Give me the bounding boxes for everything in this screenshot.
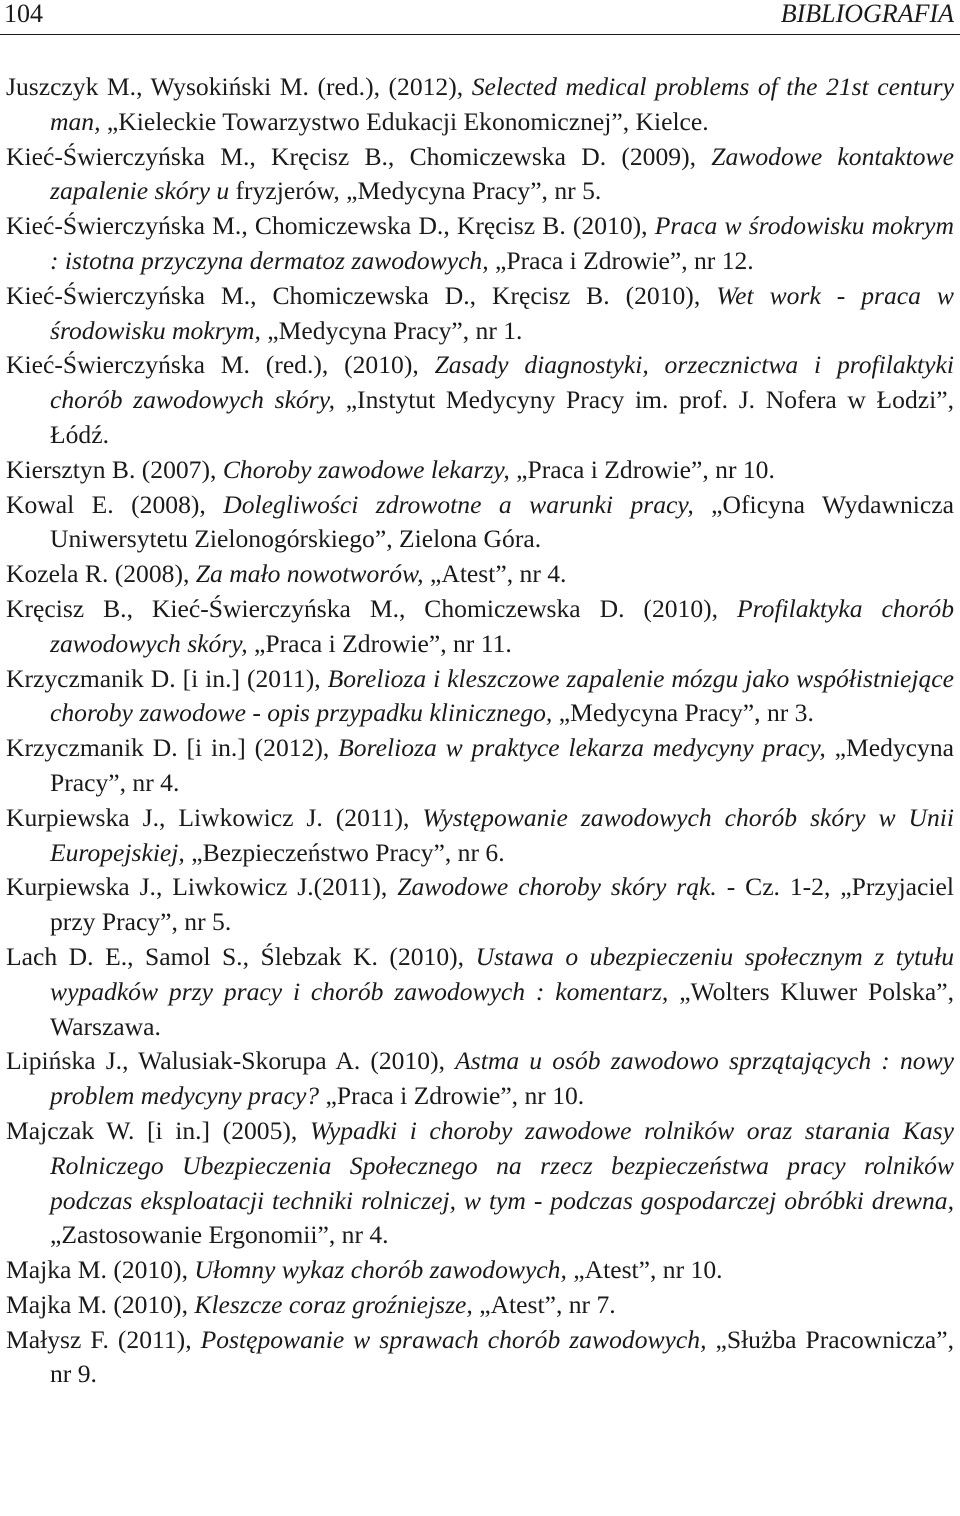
bib-entry-authors: Kieć-Świerczyńska M. (red.), (2010),	[6, 350, 435, 380]
bib-entry-publication: „Atest”, nr 7.	[472, 1289, 616, 1319]
bib-entry	[6, 1114, 954, 1253]
bib-entry-publication: „Medycyna Pracy”, nr 3.	[552, 698, 814, 728]
bib-entry	[6, 557, 954, 592]
bib-entry	[6, 348, 954, 452]
bib-entry-publication: „Praca i Zdrowie”, nr 10.	[319, 1081, 585, 1111]
bib-entry-authors: Kieć-Świerczyńska M., Chomiczewska D., Kręcisz B. (2010),	[6, 211, 655, 241]
bib-entry-authors: Lipińska J., Walusiak-Skorupa A. (2010),	[6, 1046, 456, 1076]
bib-entry-publication: - Cz. 1-2, „Przyjaciel przy Pracy”, nr 5.	[50, 872, 954, 937]
bib-entry	[6, 1044, 954, 1114]
bib-entry-publication: „Zastosowanie Ergonomii”, nr 4.	[50, 1220, 389, 1250]
bib-entry-title: Profilaktyka chorób zawodowych skóry,	[50, 593, 955, 658]
bib-entry	[6, 940, 954, 1044]
bib-entry	[6, 140, 954, 210]
bib-entry	[6, 870, 954, 940]
bib-entry-publication: „Instytut Medycyny Pracy im. prof. J. Nofera w Łodzi”, Łódź.	[50, 385, 954, 449]
bib-entry-title: Za mało nowotworów,	[195, 559, 424, 589]
bib-entry-title: Wet work - praca w środowisku mokrym,	[50, 280, 955, 345]
bib-entry-authors: Kieć-Świerczyńska M., Chomiczewska D., Kręcisz B. (2010),	[6, 280, 717, 310]
bib-entry-publication: „Kieleckie Towarzystwo Edukacji Ekonomicznej”, Kielce.	[100, 106, 709, 136]
bib-entry-authors: Majka M. (2010),	[6, 1289, 195, 1319]
bib-entry	[6, 70, 954, 140]
page-header	[0, 0, 960, 40]
bib-entry-authors: Kozela R. (2008),	[6, 559, 196, 589]
bib-entry-title: Dolegliwości zdrowotne a warunki pracy,	[223, 489, 694, 519]
bib-entry-authors: Majczak W. [i in.] (2005),	[6, 1115, 310, 1145]
bib-entry-title: Postępowanie w sprawach chorób zawodowych,	[200, 1324, 707, 1354]
bib-entry-publication: „Medycyna Pracy”, nr 1.	[260, 315, 523, 345]
bib-entry-authors: Kieć-Świerczyńska M., Kręcisz B., Chomiczewska D. (2009),	[6, 141, 712, 171]
bib-entry-title: Ułomny wykaz chorób zawodowych,	[194, 1255, 567, 1285]
bib-entry-publication: fryzjerów, „Medycyna Pracy”, nr 5.	[229, 176, 602, 206]
bib-entry-publication: „Bezpieczeństwo Pracy”, nr 6.	[184, 837, 505, 867]
bib-entry-title: Kleszcze coraz groźniejsze,	[194, 1289, 473, 1319]
bibliography-list	[6, 70, 954, 1392]
bib-entry-title: Selected medical problems of the 21st century man,	[50, 72, 954, 136]
bib-entry-publication: „Wolters Kluwer Polska”, Warszawa.	[50, 976, 954, 1041]
bib-entry	[6, 453, 954, 488]
bib-entry-authors: Lach D. E., Samol S., Ślebzak K. (2010),	[6, 941, 476, 971]
bib-entry-authors: Majka M. (2010),	[6, 1255, 195, 1285]
bib-entry-title: Astma u osób zawodowo sprzątających : nowy problem medycyny pracy?	[50, 1046, 954, 1111]
bib-entry-authors: Kiersztyn B. (2007),	[6, 454, 223, 484]
running-head: BIBLIOGRAFIA	[780, 0, 954, 28]
bib-entry	[6, 801, 954, 871]
bib-entry-title: Borelioza w praktyce lekarza medycyny pracy,	[338, 733, 826, 763]
bib-entry-publication: „Oficyna Wydawnicza Uniwersytetu Zielonogórskiego”, Zielona Góra.	[50, 489, 954, 554]
bib-entry	[6, 592, 954, 662]
bib-entry-title: Występowanie zawodowych chorób skóry w Unii Europejskiej,	[50, 802, 954, 867]
bib-entry	[6, 209, 954, 279]
bib-entry	[6, 1323, 954, 1393]
bib-entry-authors: Krzyczmanik D. [i in.] (2011),	[6, 663, 328, 693]
bib-entry-authors: Kręcisz B., Kieć-Świerczyńska M., Chomiczewska D. (2010),	[6, 593, 737, 623]
bib-entry	[6, 731, 954, 801]
bib-entry-title: Choroby zawodowe lekarzy,	[222, 454, 510, 484]
bib-entry	[6, 279, 954, 349]
bib-entry	[6, 1288, 954, 1323]
bib-entry-authors: Kurpiewska J., Liwkowicz J. (2011),	[6, 802, 423, 832]
bib-entry-publication: „Praca i Zdrowie”, nr 12.	[488, 245, 754, 275]
bib-entry-publication: „Atest”, nr 4.	[423, 559, 567, 589]
bib-entry-title: Praca w środowisku mokrym : istotna przyczyna dermatoz zawodowych,	[50, 211, 955, 275]
bib-entry-title: Zawodowe kontaktowe zapalenie skóry u	[50, 141, 954, 206]
bib-entry-title: Wypadki i choroby zawodowe rolników oraz starania Kasy Rolniczego Ubezpieczenia Społecznego na rzecz bezpieczeństwa pracy rolników podczas eksploatacji techniki rolniczej, w tym - podczas gospodarczej obróbki drewna,	[50, 1115, 954, 1215]
bib-entry-title: Zawodowe choroby skóry rąk.	[397, 872, 717, 902]
bib-entry-authors: Małysz F. (2011),	[6, 1324, 201, 1354]
bib-entry	[6, 488, 954, 558]
bib-entry-title: Borelioza i kleszczowe zapalenie mózgu jako współistniejące choroby zawodowe - opis przypadku klinicznego,	[50, 663, 954, 728]
bib-entry-title: Ustawa o ubezpieczeniu społecznym z tytułu wypadków przy pracy i chorób zawodowych : komentarz,	[50, 941, 954, 1006]
bib-entry-publication: „Medycyna Pracy”, nr 4.	[50, 733, 954, 797]
header-rule	[0, 34, 960, 35]
bib-entry-authors: Kowal E. (2008),	[6, 489, 224, 519]
bib-entry-publication: „Praca i Zdrowie”, nr 11.	[247, 628, 512, 658]
bib-entry-publication: „Służba Pracownicza”, nr 9.	[50, 1324, 954, 1389]
bib-entry-authors: Juszczyk M., Wysokiński M. (red.), (2012),	[6, 72, 472, 101]
bib-entry	[6, 1253, 954, 1288]
bib-entry-publication: „Praca i Zdrowie”, nr 10.	[509, 454, 775, 484]
bib-entry	[6, 662, 954, 732]
bib-entry-publication: „Atest”, nr 10.	[566, 1255, 723, 1285]
bib-entry-authors: Kurpiewska J., Liwkowicz J.(2011),	[6, 872, 398, 902]
page-number: 104	[4, 0, 43, 28]
bib-entry-title: Zasady diagnostyki, orzecznictwa i profilaktyki chorób zawodowych skóry,	[50, 350, 954, 415]
bib-entry-authors: Krzyczmanik D. [i in.] (2012),	[6, 733, 339, 763]
